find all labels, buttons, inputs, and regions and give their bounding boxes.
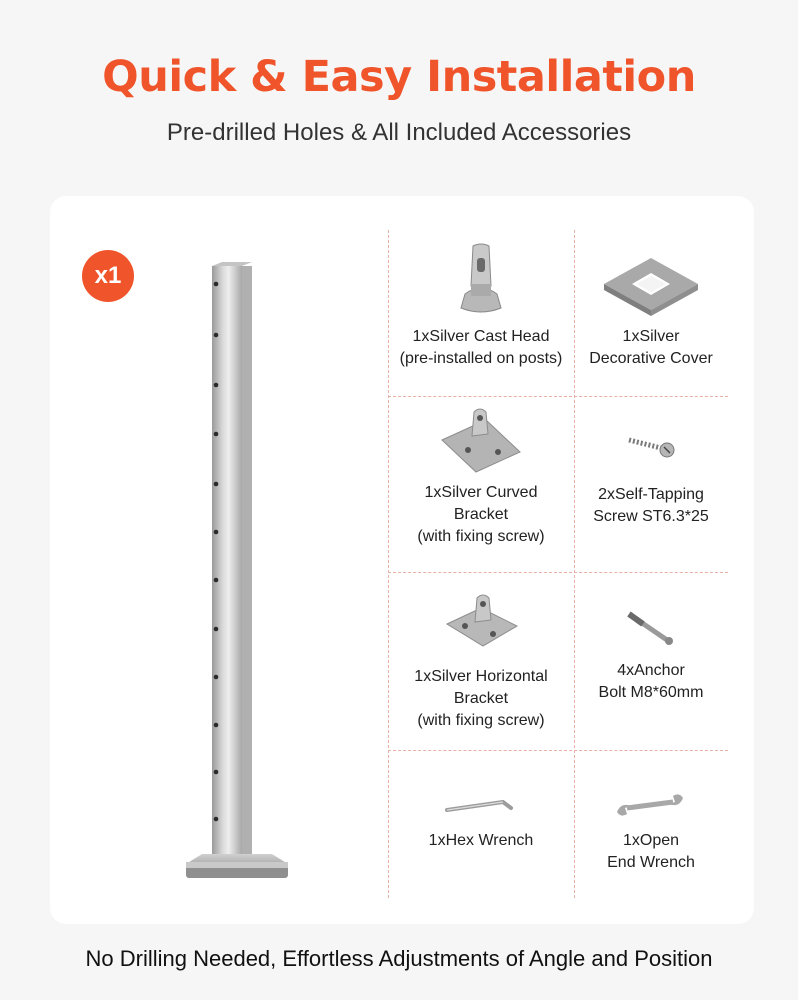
accessory-label-line: 4xAnchor bbox=[617, 662, 685, 679]
open-end-wrench-icon bbox=[611, 790, 691, 820]
accessory-horizontal-bracket bbox=[388, 590, 574, 732]
cast-head-icon bbox=[451, 240, 511, 320]
accessories-grid bbox=[388, 230, 728, 898]
accessory-label-line: (with fixing screw) bbox=[417, 528, 545, 545]
accessory-label-line: Bolt M8*60mm bbox=[598, 684, 704, 701]
accessory-label-line: 2xSelf-Tapping bbox=[598, 486, 704, 503]
grid-row-divider bbox=[388, 572, 728, 573]
anchor-bolt-icon bbox=[621, 606, 681, 650]
accessory-anchor-bolt bbox=[574, 606, 728, 704]
accessory-label-line: 1xSilver Curved bbox=[424, 484, 538, 501]
accessory-hex-wrench bbox=[388, 790, 574, 852]
decorative-cover-icon bbox=[596, 254, 706, 320]
page-subtitle: Pre-drilled Holes & All Included Accessories bbox=[166, 119, 632, 146]
accessory-label-line: (with fixing screw) bbox=[417, 712, 545, 729]
railing-post-image bbox=[180, 262, 290, 886]
railing-post-icon bbox=[180, 262, 290, 886]
accessory-curved-bracket bbox=[388, 406, 574, 548]
footer-caption: No Drilling Needed, Effortless Adjustments of Angle and Position bbox=[85, 946, 713, 971]
accessory-label-line: End Wrench bbox=[607, 854, 695, 871]
accessory-label-line: Bracket bbox=[453, 506, 509, 523]
curved-bracket-icon bbox=[436, 406, 526, 476]
hex-wrench-icon bbox=[441, 790, 521, 820]
self-tapping-screw-icon bbox=[621, 426, 681, 466]
accessory-label-line: 1xOpen bbox=[622, 832, 680, 849]
accessory-label-line: 1xSilver Horizontal bbox=[414, 668, 548, 685]
accessory-label-line: 1xHex Wrench bbox=[428, 832, 534, 849]
accessory-label-line: Screw ST6.3*25 bbox=[593, 508, 709, 525]
accessory-label-line: (pre-installed on posts) bbox=[399, 350, 563, 367]
page-title: Quick & Easy Installation bbox=[102, 52, 696, 102]
accessory-label-line: 1xSilver Cast Head bbox=[412, 328, 550, 345]
horizontal-bracket-icon bbox=[441, 590, 521, 660]
quantity-badge: x1 bbox=[82, 250, 134, 302]
accessory-cast-head bbox=[388, 240, 574, 370]
accessory-open-end-wrench bbox=[574, 790, 728, 874]
accessory-label-line: Decorative Cover bbox=[589, 350, 713, 367]
grid-row-divider bbox=[388, 750, 728, 751]
accessory-label-line: Bracket bbox=[453, 690, 509, 707]
accessory-decorative-cover bbox=[574, 254, 728, 370]
accessory-self-tapping-screw bbox=[574, 426, 728, 528]
grid-row-divider bbox=[388, 396, 728, 397]
accessory-label-line: 1xSilver bbox=[622, 328, 680, 345]
